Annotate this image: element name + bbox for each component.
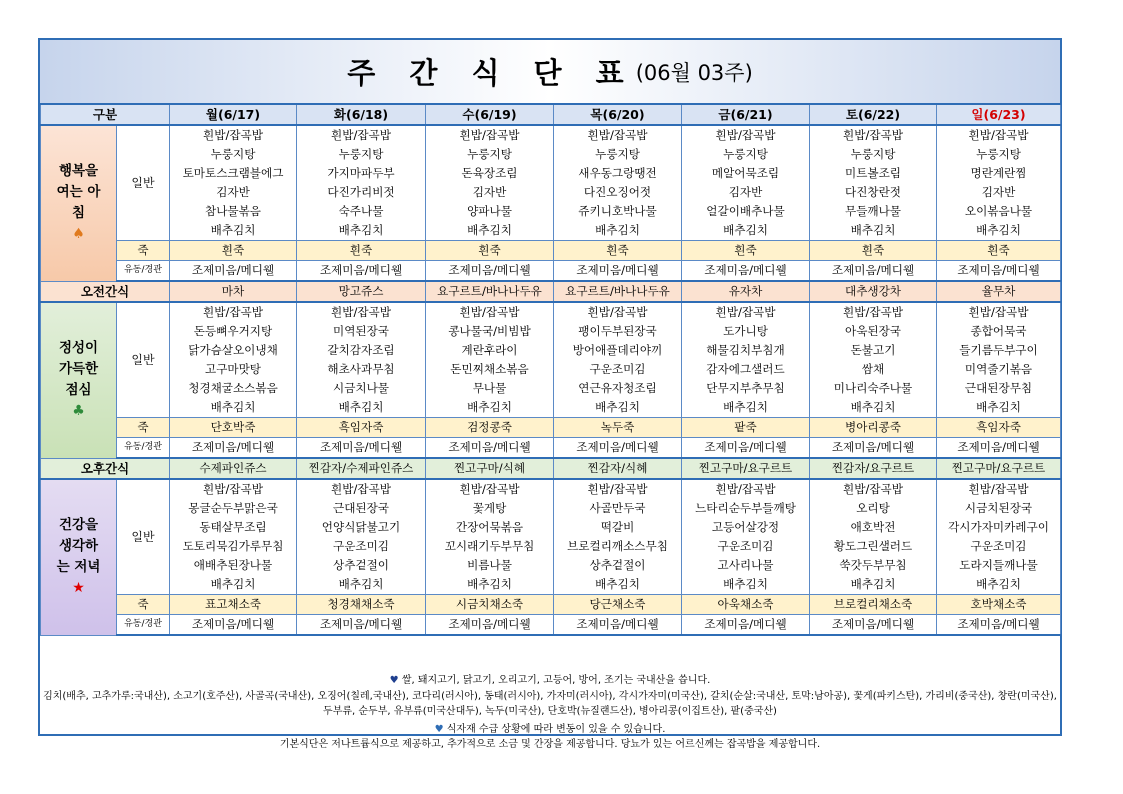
menu-item: 참나물볶음 bbox=[205, 204, 261, 218]
menu-item: 구운조미김 bbox=[717, 539, 774, 553]
liquid-cell: 조제미음/메디웰 bbox=[554, 615, 682, 636]
pm-snack-cell: 찐고구마/요구르트 bbox=[682, 458, 810, 479]
breakfast-sub-label: 일반 bbox=[117, 125, 170, 241]
menu-item: 몽글순두부맑은국 bbox=[188, 501, 278, 515]
liquid-cell: 조제미음/메디웰 bbox=[297, 261, 426, 282]
liquid-cell: 조제미음/메디웰 bbox=[810, 438, 937, 459]
menu-item: 쑥갓두부무침 bbox=[839, 558, 907, 572]
menu-item: 배추김치 bbox=[976, 223, 1021, 237]
header-label: 구분 bbox=[41, 104, 170, 125]
menu-item: 흰밥/잡곡밥 bbox=[459, 128, 520, 142]
menu-item: 흰밥/잡곡밥 bbox=[968, 482, 1029, 496]
menu-item: 다진오징어젓 bbox=[583, 185, 652, 199]
liquid-cell: 조제미음/메디웰 bbox=[297, 615, 426, 636]
menu-item: 감자에그샐러드 bbox=[706, 362, 785, 376]
menu-cell bbox=[297, 125, 426, 241]
menu-item: 각시가자미카레구이 bbox=[948, 520, 1049, 534]
pm-snack-row bbox=[41, 458, 1061, 479]
menu-item: 흰밥/잡곡밥 bbox=[203, 482, 263, 496]
menu-item: 구운조미김 bbox=[589, 362, 646, 376]
lunch-label: 정성이 가득한 점심 bbox=[58, 340, 99, 399]
day-header: 금(6/21) bbox=[682, 104, 810, 125]
dinner-sub-label: 일반 bbox=[117, 479, 170, 595]
menu-item: 도가니탕 bbox=[723, 324, 768, 338]
menu-item: 아욱된장국 bbox=[845, 324, 901, 338]
menu-item: 누룽지탕 bbox=[595, 147, 640, 161]
menu-item: 종합어묵국 bbox=[970, 324, 1027, 338]
dinner-label-cell bbox=[41, 479, 117, 635]
menu-item: 가지마파두부 bbox=[327, 166, 395, 180]
menu-item: 김자반 bbox=[216, 185, 250, 199]
menu-item: 사골만두국 bbox=[589, 501, 646, 515]
juk-cell: 흰죽 bbox=[554, 241, 682, 261]
menu-item: 언양식닭불고기 bbox=[321, 520, 401, 534]
menu-cell bbox=[682, 479, 810, 595]
breakfast-juk-row bbox=[41, 241, 1061, 261]
menu-item: 갈치감자조림 bbox=[327, 343, 395, 357]
juk-cell: 흰죽 bbox=[170, 241, 297, 261]
juk-cell: 표고채소죽 bbox=[170, 595, 297, 615]
menu-item: 쌈채 bbox=[861, 362, 885, 376]
menu-item: 돈등뼈우거지탕 bbox=[193, 324, 273, 338]
menu-item: 도라지들깨나물 bbox=[959, 558, 1038, 572]
pm-snack-label: 오후간식 bbox=[41, 458, 170, 479]
lunch-main-row bbox=[41, 302, 1061, 418]
menu-item: 김자반 bbox=[472, 185, 507, 199]
liquid-label: 유동/경관 bbox=[117, 615, 170, 636]
liquid-cell: 조제미음/메디웰 bbox=[682, 261, 810, 282]
am-snack-cell: 대추생강차 bbox=[810, 281, 937, 302]
menu-item: 계란후라이 bbox=[461, 343, 518, 357]
day-header: 목(6/20) bbox=[554, 104, 682, 125]
menu-cell bbox=[554, 479, 682, 595]
menu-item: 브로컬리깨소스무침 bbox=[567, 539, 668, 553]
menu-item: 상추겉절이 bbox=[333, 558, 389, 572]
liquid-cell: 조제미음/메디웰 bbox=[810, 615, 937, 636]
menu-item: 연근유자청조림 bbox=[578, 381, 657, 395]
am-snack-cell: 유자차 bbox=[682, 281, 810, 302]
pm-snack-cell: 수제파인쥬스 bbox=[170, 458, 297, 479]
dinner-juk-row bbox=[41, 595, 1061, 615]
am-snack-row bbox=[41, 281, 1061, 302]
menu-item: 꽃게탕 bbox=[472, 501, 507, 515]
menu-item: 흰밥/잡곡밥 bbox=[968, 305, 1029, 319]
menu-item: 들기름두부구이 bbox=[959, 343, 1038, 357]
menu-item: 배추김치 bbox=[338, 223, 384, 237]
menu-item: 누룽지탕 bbox=[338, 147, 384, 161]
lunch-juk-row bbox=[41, 418, 1061, 438]
juk-cell: 검정콩죽 bbox=[426, 418, 554, 438]
pm-snack-cell: 찐고구마/식혜 bbox=[426, 458, 554, 479]
menu-item: 흰밥/잡곡밥 bbox=[843, 128, 903, 142]
lunch-icon: ♣ bbox=[72, 403, 85, 420]
menu-cell bbox=[170, 302, 297, 418]
menu-item: 근대된장무침 bbox=[964, 381, 1033, 395]
menu-item: 김자반 bbox=[981, 185, 1016, 199]
menu-item: 꼬시래기두부무침 bbox=[444, 539, 535, 553]
menu-item: 흰밥/잡곡밥 bbox=[587, 128, 648, 142]
menu-item: 흰밥/잡곡밥 bbox=[331, 482, 391, 496]
liquid-cell: 조제미음/메디웰 bbox=[937, 261, 1061, 282]
menu-item: 배추김치 bbox=[338, 400, 384, 414]
liquid-cell: 조제미음/메디웰 bbox=[682, 438, 810, 459]
menu-item: 다진가리비젓 bbox=[327, 185, 395, 199]
menu-item: 배추김치 bbox=[467, 223, 512, 237]
juk-cell: 녹두죽 bbox=[554, 418, 682, 438]
juk-cell: 병아리콩죽 bbox=[810, 418, 937, 438]
menu-cell bbox=[297, 479, 426, 595]
pm-snack-cell: 찐감자/요구르트 bbox=[810, 458, 937, 479]
menu-cell bbox=[810, 479, 937, 595]
menu-item: 방어애플데리야끼 bbox=[572, 343, 663, 357]
dinner-liquid-row bbox=[41, 615, 1061, 636]
liquid-cell: 조제미음/메디웰 bbox=[554, 261, 682, 282]
menu-item: 배추김치 bbox=[467, 400, 512, 414]
menu-item: 배추김치 bbox=[210, 577, 256, 591]
menu-item: 근대된장국 bbox=[333, 501, 389, 515]
menu-item: 다진창란젓 bbox=[845, 185, 901, 199]
menu-cell bbox=[810, 302, 937, 418]
weekly-menu-table bbox=[40, 103, 1061, 636]
menu-item: 누룽지탕 bbox=[850, 147, 896, 161]
supply-note: 식자재 수급 상황에 따라 변동이 있을 수 있습니다. bbox=[446, 723, 666, 735]
menu-frame bbox=[38, 38, 1062, 750]
liquid-label: 유동/경관 bbox=[117, 438, 170, 459]
dinner-main-row bbox=[41, 479, 1061, 595]
liquid-cell: 조제미음/메디웰 bbox=[682, 615, 810, 636]
menu-item: 흰밥/잡곡밥 bbox=[203, 305, 263, 319]
liquid-cell: 조제미음/메디웰 bbox=[937, 438, 1061, 459]
origin-note: 쌀, 돼지고기, 닭고기, 오리고기, 고등어, 방어, 조기는 국내산을 씁니다. bbox=[401, 675, 711, 686]
day-header: 월(6/17) bbox=[170, 104, 297, 125]
breakfast-label: 행복을 여는 아침 bbox=[56, 163, 101, 222]
menu-item: 명란계란찜 bbox=[970, 166, 1027, 180]
liquid-cell: 조제미음/메디웰 bbox=[170, 438, 297, 459]
liquid-cell: 조제미음/메디웰 bbox=[170, 261, 297, 282]
title-week: (06월 03주) bbox=[635, 60, 753, 85]
menu-item: 배추김치 bbox=[850, 223, 896, 237]
menu-cell bbox=[170, 479, 297, 595]
menu-item: 떡갈비 bbox=[600, 520, 635, 534]
menu-item: 흰밥/잡곡밥 bbox=[459, 482, 520, 496]
menu-item: 비름나물 bbox=[467, 558, 512, 572]
menu-item: 배추김치 bbox=[467, 577, 512, 591]
menu-item: 상추겉절이 bbox=[589, 558, 646, 572]
menu-item: 오리탕 bbox=[856, 501, 890, 515]
menu-cell bbox=[810, 125, 937, 241]
am-snack-cell: 요구르트/바나나두유 bbox=[554, 281, 682, 302]
menu-item: 배추김치 bbox=[595, 223, 640, 237]
juk-cell: 시금치채소죽 bbox=[426, 595, 554, 615]
header-row bbox=[41, 104, 1061, 125]
menu-item: 흰밥/잡곡밥 bbox=[843, 482, 903, 496]
menu-item: 팽이두부된장국 bbox=[578, 324, 657, 338]
page-title bbox=[40, 40, 1060, 103]
menu-item: 누룽지탕 bbox=[976, 147, 1021, 161]
breakfast-main-row bbox=[41, 125, 1061, 241]
menu-item: 흰밥/잡곡밥 bbox=[968, 128, 1029, 142]
menu-body bbox=[41, 104, 1061, 635]
juk-cell: 브로컬리채소죽 bbox=[810, 595, 937, 615]
menu-item: 배추김치 bbox=[723, 577, 768, 591]
title-main: 주 간 식 단 표 bbox=[347, 56, 636, 90]
menu-item: 무나물 bbox=[472, 381, 507, 395]
menu-item: 흰밥/잡곡밥 bbox=[715, 482, 776, 496]
juk-cell: 팥죽 bbox=[682, 418, 810, 438]
menu-item: 누룽지탕 bbox=[467, 147, 512, 161]
menu-item: 해초사과무침 bbox=[327, 362, 395, 376]
menu-item: 미역줄기볶음 bbox=[964, 362, 1033, 376]
menu-item: 김자반 bbox=[728, 185, 763, 199]
liquid-cell: 조제미음/메디웰 bbox=[937, 615, 1061, 636]
day-header: 토(6/22) bbox=[810, 104, 937, 125]
menu-item: 흰밥/잡곡밥 bbox=[587, 305, 648, 319]
diet-note: 기본식단은 저나트륨식으로 제공하고, 추가적으로 소금 및 간장을 제공합니다. 당뇨가 있는 어르신께는 잡곡밥을 제공합니다. bbox=[279, 739, 821, 750]
menu-item: 흰밥/잡곡밥 bbox=[843, 305, 903, 319]
menu-item: 미나리숙주나물 bbox=[833, 381, 913, 395]
heart-icon: ♥ bbox=[389, 675, 399, 686]
am-snack-cell: 마차 bbox=[170, 281, 297, 302]
am-snack-label: 오전간식 bbox=[41, 281, 170, 302]
menu-item: 배추김치 bbox=[723, 400, 768, 414]
lunch-liquid-row bbox=[41, 438, 1061, 459]
juk-cell: 흰죽 bbox=[810, 241, 937, 261]
menu-item: 미트볼조림 bbox=[845, 166, 901, 180]
menu-item: 흰밥/잡곡밥 bbox=[459, 305, 520, 319]
menu-cell bbox=[937, 125, 1061, 241]
juk-cell: 흑임자죽 bbox=[297, 418, 426, 438]
menu-item: 쥬키니호박나물 bbox=[578, 204, 657, 218]
menu-item: 애배추된장나물 bbox=[193, 558, 273, 572]
menu-cell bbox=[937, 479, 1061, 595]
juk-cell: 청경채채소죽 bbox=[297, 595, 426, 615]
menu-item: 누룽지탕 bbox=[723, 147, 768, 161]
menu-item: 고사리나물 bbox=[717, 558, 774, 572]
day-header: 화(6/18) bbox=[297, 104, 426, 125]
menu-item: 해물김치부침개 bbox=[706, 343, 785, 357]
menu-cell bbox=[937, 302, 1061, 418]
dinner-icon: ★ bbox=[72, 580, 85, 597]
menu-item: 애호박전 bbox=[850, 520, 896, 534]
pm-snack-cell: 찐고구마/요구르트 bbox=[937, 458, 1061, 479]
juk-cell: 호박채소죽 bbox=[937, 595, 1061, 615]
menu-item: 메알어묵조림 bbox=[711, 166, 780, 180]
menu-item: 배추김치 bbox=[338, 577, 384, 591]
menu-item: 배추김치 bbox=[723, 223, 768, 237]
liquid-cell: 조제미음/메디웰 bbox=[170, 615, 297, 636]
liquid-cell: 조제미음/메디웰 bbox=[810, 261, 937, 282]
menu-item: 숙주나물 bbox=[338, 204, 384, 218]
day-header-sunday: 일(6/23) bbox=[937, 104, 1061, 125]
menu-item: 무들깨나물 bbox=[845, 204, 901, 218]
menu-cell bbox=[554, 302, 682, 418]
menu-item: 배추김치 bbox=[210, 400, 256, 414]
menu-item: 황도그린샐러드 bbox=[833, 539, 913, 553]
menu-item: 동태살무조림 bbox=[199, 520, 267, 534]
day-header: 수(6/19) bbox=[426, 104, 554, 125]
juk-cell: 흰죽 bbox=[682, 241, 810, 261]
menu-item: 흰밥/잡곡밥 bbox=[715, 128, 776, 142]
menu-item: 간장어묵볶음 bbox=[455, 520, 524, 534]
origin-detail: 김치(배추, 고추가루:국내산), 소고기(호주산), 사골곡(국내산), 오징어(칠레,국내산), 코다리(러시아), 동태(러시아), 가자미(러시아), 각시가자미(미국산), 갈치(순살:국내산, 토막:남아공), 꽃게(파키스탄), 가리비(중국산), 창란(미국산), 두부류, 순두부, 유부류(미국산대두), 녹두(미국산), 단호박(뉴질랜드산), 병아리콩(이집트산), 팥(중국산) bbox=[43, 690, 1057, 717]
menu-item: 배추김치 bbox=[850, 400, 896, 414]
menu-cell bbox=[682, 302, 810, 418]
liquid-cell: 조제미음/메디웰 bbox=[426, 615, 554, 636]
dinner-label: 건강을 생각하는 저녁 bbox=[56, 517, 101, 576]
menu-item: 흰밥/잡곡밥 bbox=[331, 305, 391, 319]
am-snack-cell: 요구르트/바나나두유 bbox=[426, 281, 554, 302]
juk-cell: 아욱채소죽 bbox=[682, 595, 810, 615]
menu-cell bbox=[426, 479, 554, 595]
menu-item: 배추김치 bbox=[210, 223, 256, 237]
juk-label: 죽 bbox=[117, 241, 170, 261]
menu-item: 오이볶음나물 bbox=[964, 204, 1033, 218]
menu-item: 구운조미김 bbox=[333, 539, 389, 553]
menu-item: 배추김치 bbox=[595, 400, 640, 414]
pm-snack-cell: 찐감자/식혜 bbox=[554, 458, 682, 479]
menu-item: 고구마맛탕 bbox=[205, 362, 261, 376]
menu-cell bbox=[170, 125, 297, 241]
am-snack-cell: 망고쥬스 bbox=[297, 281, 426, 302]
menu-item: 흰밥/잡곡밥 bbox=[331, 128, 391, 142]
menu-item: 배추김치 bbox=[595, 577, 640, 591]
juk-label: 죽 bbox=[117, 595, 170, 615]
menu-item: 배추김치 bbox=[850, 577, 896, 591]
liquid-label: 유동/경관 bbox=[117, 261, 170, 282]
menu-item: 배추김치 bbox=[976, 577, 1021, 591]
menu-item: 고등어살강정 bbox=[711, 520, 780, 534]
menu-item: 청경채굴소스볶음 bbox=[188, 381, 278, 395]
menu-cell bbox=[554, 125, 682, 241]
juk-cell: 흰죽 bbox=[297, 241, 426, 261]
heart-icon: ♥ bbox=[434, 723, 444, 735]
breakfast-icon: ♠ bbox=[72, 226, 85, 243]
menu-item: 시금치된장국 bbox=[964, 501, 1033, 515]
menu-item: 새우동그랑땡전 bbox=[578, 166, 657, 180]
menu-item: 구운조미김 bbox=[970, 539, 1027, 553]
menu-item: 배추김치 bbox=[976, 400, 1021, 414]
breakfast-liquid-row bbox=[41, 261, 1061, 282]
menu-item: 돈불고기 bbox=[850, 343, 896, 357]
menu-item: 토마토스크램블에그 bbox=[182, 166, 284, 180]
menu-cell bbox=[682, 125, 810, 241]
menu-item: 얼갈이배추나물 bbox=[706, 204, 785, 218]
menu-item: 흰밥/잡곡밥 bbox=[203, 128, 263, 142]
pm-snack-cell: 찐감자/수제파인쥬스 bbox=[297, 458, 426, 479]
menu-item: 돈육장조림 bbox=[461, 166, 518, 180]
liquid-cell: 조제미음/메디웰 bbox=[426, 438, 554, 459]
menu-item: 닭가슴살오이냉채 bbox=[188, 343, 278, 357]
menu-item: 콩나물국/비빔밥 bbox=[448, 324, 531, 338]
menu-item: 돈민찌채소볶음 bbox=[450, 362, 529, 376]
menu-item: 흰밥/잡곡밥 bbox=[587, 482, 648, 496]
menu-item: 흰밥/잡곡밥 bbox=[715, 305, 776, 319]
liquid-cell: 조제미음/메디웰 bbox=[426, 261, 554, 282]
menu-cell bbox=[297, 302, 426, 418]
menu-item: 느타리순두부들깨탕 bbox=[695, 501, 796, 515]
menu-item: 양파나물 bbox=[467, 204, 512, 218]
lunch-label-cell bbox=[41, 302, 117, 458]
menu-item: 누룽지탕 bbox=[210, 147, 256, 161]
juk-cell: 흰죽 bbox=[426, 241, 554, 261]
liquid-cell: 조제미음/메디웰 bbox=[297, 438, 426, 459]
juk-cell: 단호박죽 bbox=[170, 418, 297, 438]
juk-cell: 당근채소죽 bbox=[554, 595, 682, 615]
menu-cell bbox=[426, 125, 554, 241]
am-snack-cell: 율무차 bbox=[937, 281, 1061, 302]
menu-item: 미역된장국 bbox=[333, 324, 389, 338]
footer-notes bbox=[40, 673, 1060, 750]
breakfast-label-cell bbox=[41, 125, 117, 281]
menu-item: 도토리묵김가루무침 bbox=[182, 539, 284, 553]
menu-item: 단무지부추무침 bbox=[706, 381, 785, 395]
juk-label: 죽 bbox=[117, 418, 170, 438]
liquid-cell: 조제미음/메디웰 bbox=[554, 438, 682, 459]
juk-cell: 흑임자죽 bbox=[937, 418, 1061, 438]
menu-item: 시금치나물 bbox=[333, 381, 389, 395]
lunch-sub-label: 일반 bbox=[117, 302, 170, 418]
juk-cell: 흰죽 bbox=[937, 241, 1061, 261]
menu-cell bbox=[426, 302, 554, 418]
